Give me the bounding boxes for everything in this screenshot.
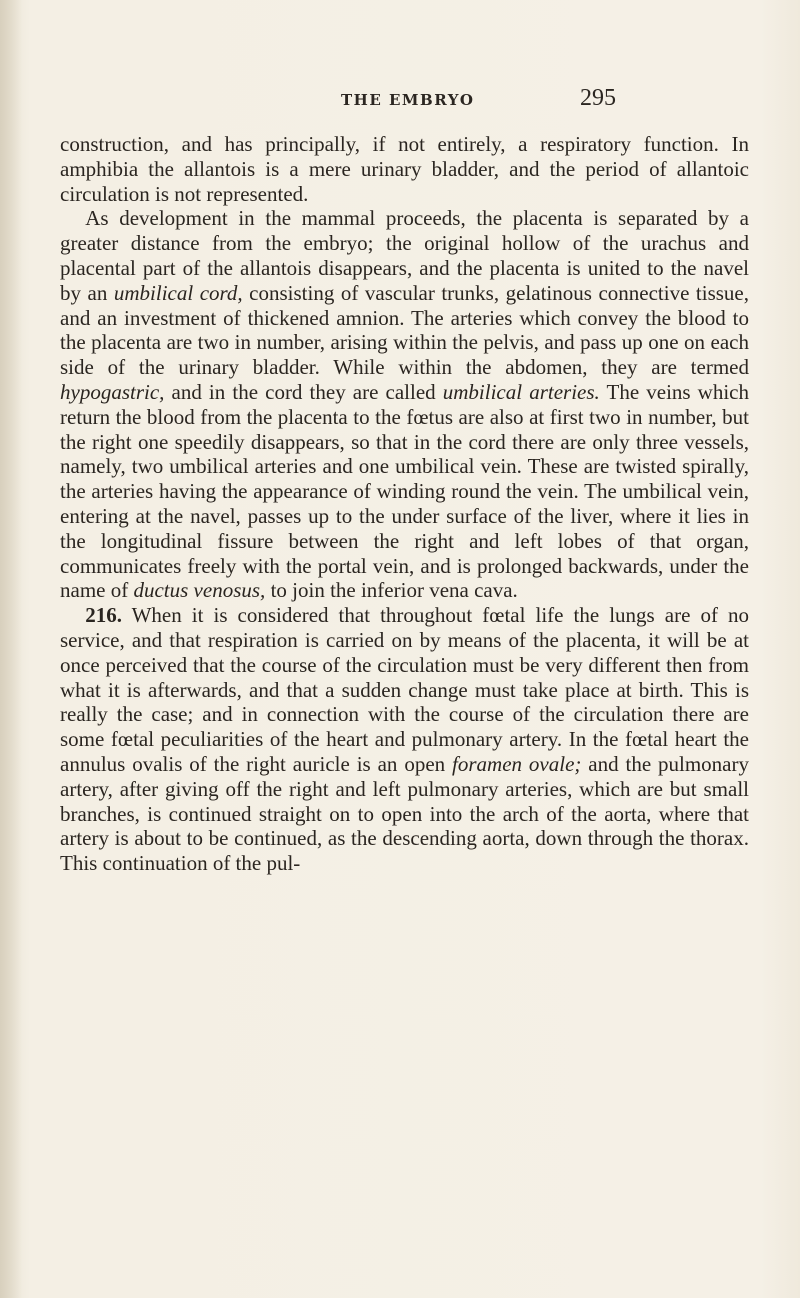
page-spine-shadow bbox=[0, 0, 22, 1298]
paragraph-2-part-e: to join the inferior vena cava. bbox=[265, 578, 518, 603]
paragraph-2-part-d: The veins which return the blood from the placenta to the fœtus are also at first two in number, but the right one speedily disappears, so that in the cord there are only three vessels, namely, two umbilical arteries and one umbilical vein. These are twisted spirally, the arteries having the appearance of winding round the vein. The umbilical vein, entering at the navel, passes up to the under surface of the liver, where it lies in the longitudinal fissure between the right and left lobes of that organ, communicates freely with the portal vein, and is prolonged backwards, under the name of bbox=[60, 379, 750, 603]
paragraph-3-part-b: and the pulmonary artery, after giving off the right and left pulmonary arteries, which are but small branches, is continued straight on to open into the arch of the aorta, where that artery is about to be continued, as the descending aorta, down through the thorax. This continuation of the pul- bbox=[60, 751, 749, 876]
paragraph-1: construction, and has principally, if not entirely, a respiratory function. In amphibia the allantois is a mere urinary bladder, and the period of allantoic circulation is not represented. bbox=[60, 132, 749, 206]
term-umbilical-arteries: umbilical arteries. bbox=[442, 379, 600, 404]
running-head bbox=[0, 85, 800, 115]
term-ductus-venosus: ductus venosus, bbox=[133, 578, 266, 603]
body-text bbox=[60, 132, 749, 876]
page-number: 295 bbox=[580, 85, 616, 111]
running-title: THE EMBRYO bbox=[341, 91, 475, 109]
paragraph-2-part-a: As development in the mammal proceeds, the placenta is separated by a greater distance from the embryo; the original hollow of the urachus and placental part of the allantois disappears, and the placenta is united to the navel by an bbox=[60, 206, 749, 305]
paragraph-3 bbox=[60, 603, 749, 876]
paragraph-3-part-a: When it is considered that throughout fœtal life the lungs are of no service, and that respiration is carried on by means of the placenta, it will be at once perceived that the course of the circulation must be very different then from what it is afterwards, and that a sudden change must take place at birth. This is really the case; and in connection with the course of the circulation there are some fœtal peculiarities of the heart and pulmonary artery. In the fœtal heart the annulus ovalis of the right auricle is an open bbox=[60, 603, 749, 776]
term-foramen-ovale: foramen ovale; bbox=[452, 751, 582, 776]
section-number: 216. bbox=[85, 603, 122, 628]
paragraph-2-part-c: and in the cord they are called bbox=[164, 379, 443, 404]
term-hypogastric: hypogastric, bbox=[60, 379, 165, 404]
paragraph-2 bbox=[60, 206, 749, 603]
paragraph-2-part-b: consisting of vascular trunks, gelatinous connective tissue, and an investment of thickened amnion. The arteries which convey the blood to the placenta are two in number, arising within the pelvis, and pass up one on each side of the urinary bladder. While within the abdomen, they are termed bbox=[60, 280, 749, 380]
term-umbilical-cord: umbilical cord, bbox=[113, 280, 243, 305]
